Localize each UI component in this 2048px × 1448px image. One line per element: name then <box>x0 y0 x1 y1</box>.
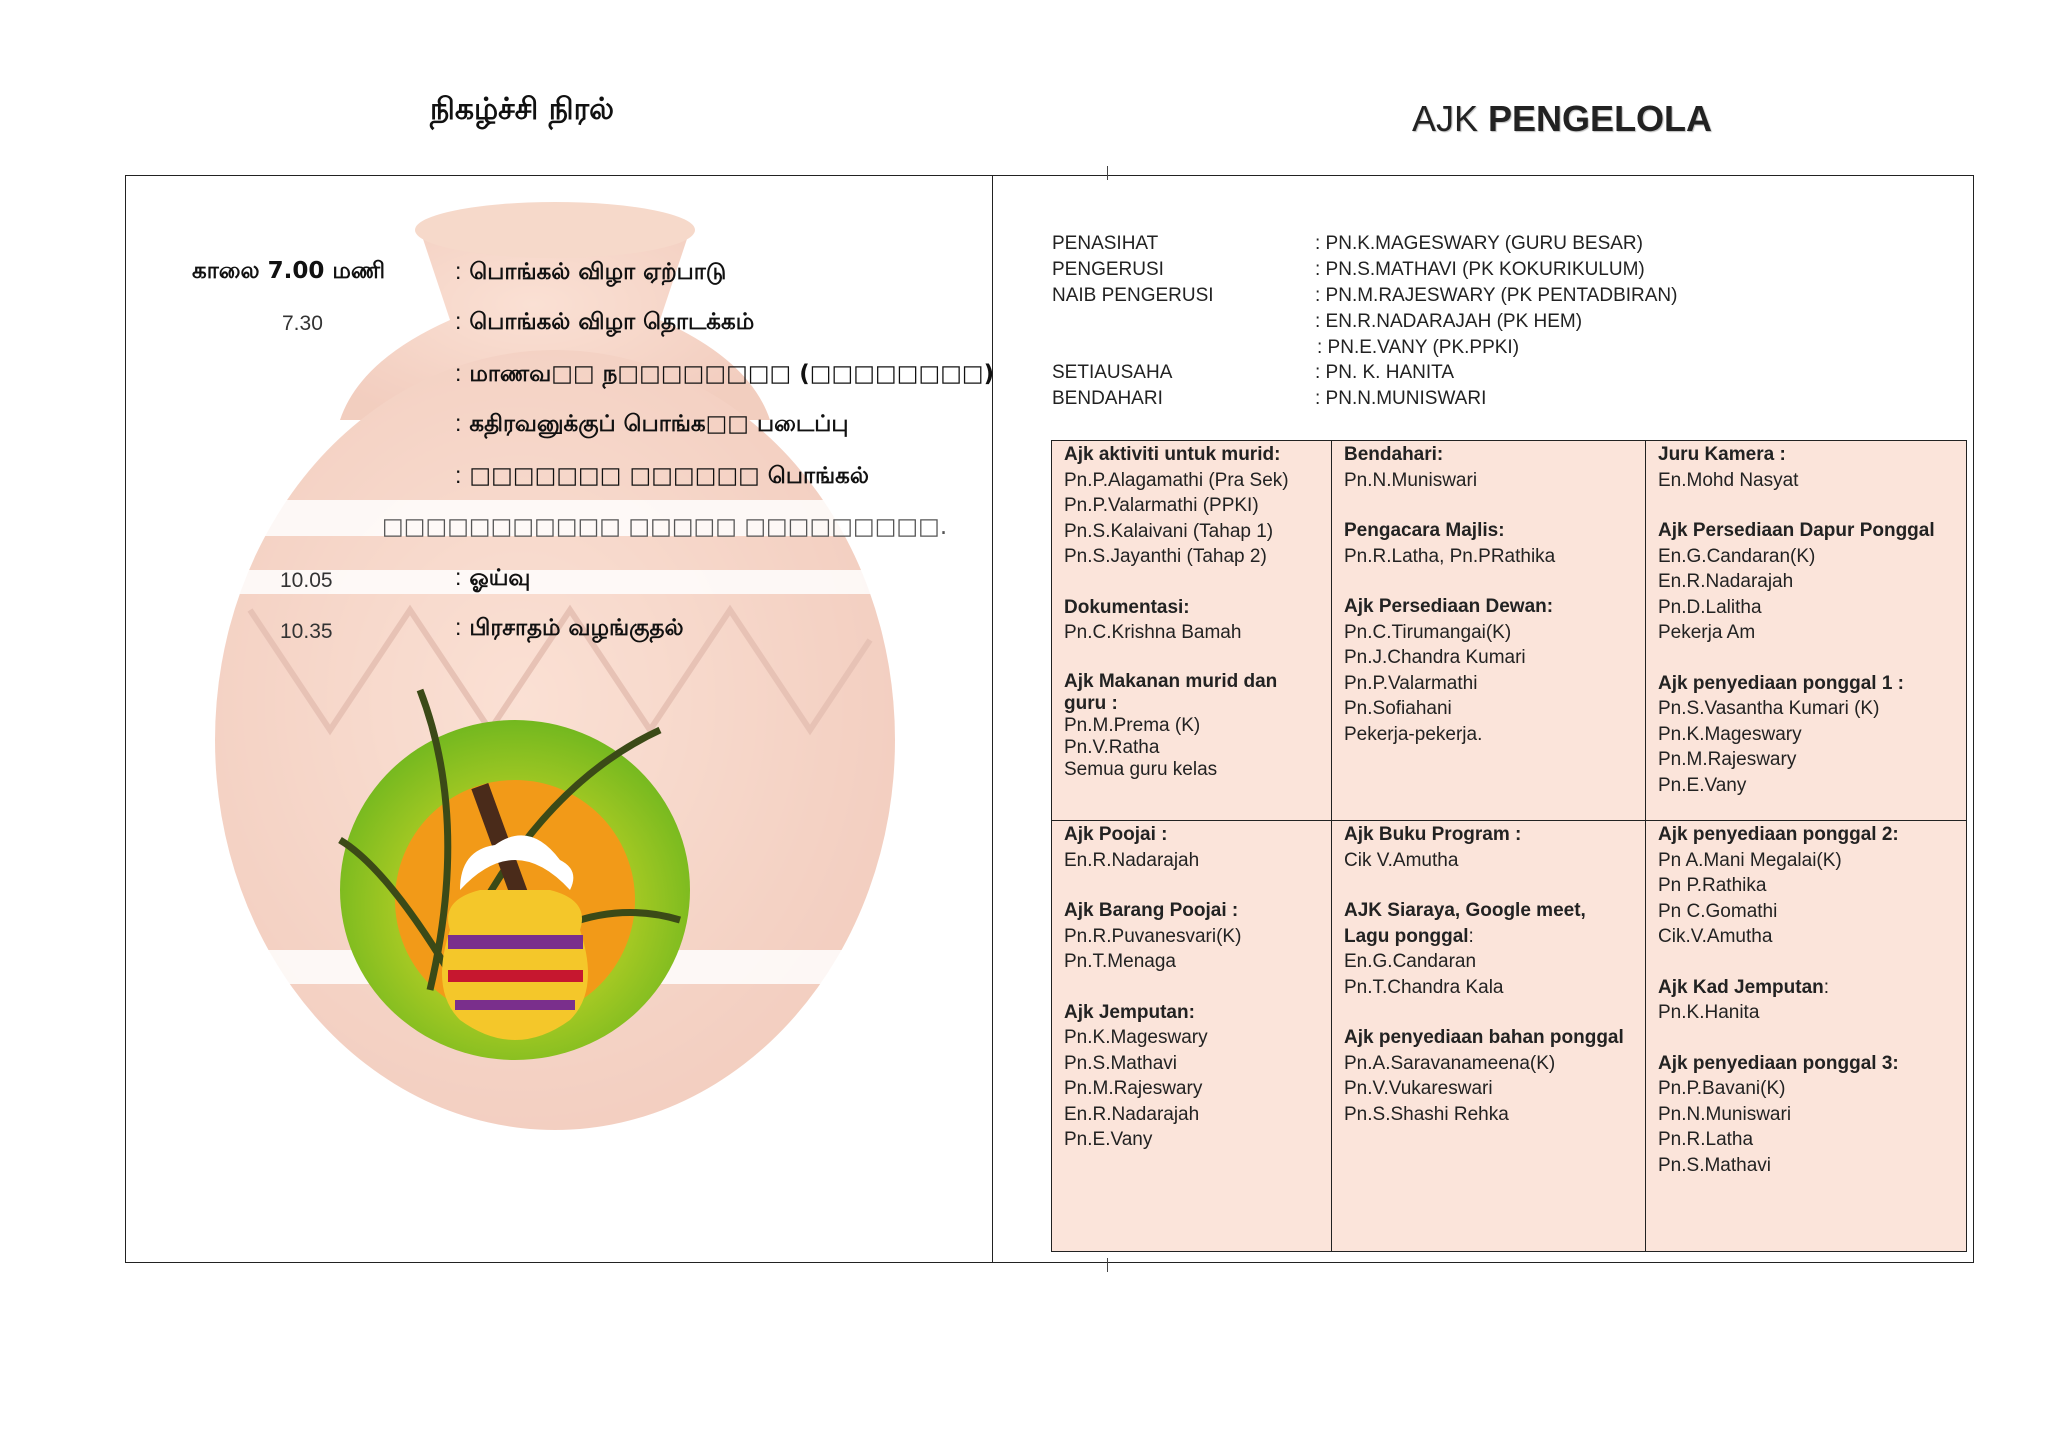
officer-name: : PN.N.MUNISWARI <box>1315 388 1487 409</box>
heading-colon: : <box>1823 976 1830 998</box>
committee-member: Pn.V.Ratha <box>1064 736 1160 758</box>
committee-member: En.G.Candaran(K) <box>1658 545 1816 567</box>
committee-member: Pn.A.Saravanameena(K) <box>1344 1052 1556 1074</box>
schedule-item <box>455 564 530 594</box>
schedule-colon: : <box>455 308 462 334</box>
fold-mark-top <box>1107 166 1108 180</box>
committee-member: Semua guru kelas <box>1064 758 1218 780</box>
schedule-colon: : <box>455 410 462 436</box>
committee-heading: Ajk penyediaan ponggal 1 : <box>1658 672 1904 694</box>
schedule-text: □□□□□□□ □□□□□□ பொங்கல் <box>469 463 869 489</box>
committee-member: En.R.Nadarajah <box>1658 571 1794 592</box>
officer-name: : EN.R.NADARAJAH (PK HEM) <box>1315 311 1583 332</box>
schedule-time: காலை 7.00 மணி <box>192 258 386 284</box>
schedule-time-value: 10.05 <box>280 569 333 592</box>
fold-mark-bottom <box>1107 1258 1108 1272</box>
committee-heading: Pengacara Majlis: <box>1344 520 1505 541</box>
committee-member: Pn P.Rathika <box>1658 875 1767 896</box>
schedule-item <box>455 360 994 390</box>
committee-heading: Ajk Jemputan: <box>1064 1001 1195 1023</box>
committee-heading: Ajk Kad Jemputan <box>1658 976 1824 998</box>
officer-name: : PN. K. HANITA <box>1315 362 1455 383</box>
committee-member: En.R.Nadarajah <box>1064 1103 1200 1125</box>
committee-member: Pn.S.Mathavi <box>1658 1154 1771 1176</box>
committee-member: Pekerja-pekerja. <box>1344 723 1483 745</box>
committee-member: Pn.D.Lalitha <box>1658 596 1762 618</box>
committee-heading: AJK Siaraya, Google meet, <box>1344 900 1586 921</box>
committee-member: Pn.J.Chandra Kumari <box>1344 647 1526 668</box>
schedule-item <box>455 614 684 644</box>
committee-member: Cik.V.Amutha <box>1658 926 1773 947</box>
committee-cell <box>1332 821 1646 1251</box>
committee-member: Pn A.Mani Megalai(K) <box>1658 849 1842 871</box>
committee-heading: Bendahari: <box>1344 444 1444 465</box>
committee-heading: Ajk Persediaan Dewan: <box>1344 596 1554 617</box>
schedule-text: □□□□□□□□□□□ □□□□□ □□□□□□□□□. <box>382 514 948 540</box>
heading-colon: : <box>1468 925 1474 947</box>
page-divider <box>992 175 993 1263</box>
committee-table <box>1051 440 1967 1252</box>
committee-member: Pekerja Am <box>1658 622 1756 643</box>
committee-member: Pn.T.Chandra Kala <box>1344 976 1504 998</box>
committee-member: En.G.Candaran <box>1344 951 1477 972</box>
committee-member: Pn.C.Tirumangai(K) <box>1344 621 1512 643</box>
committee-heading: Ajk Buku Program : <box>1344 824 1522 845</box>
schedule-text: பிரசாதம் வழங்குதல் <box>469 615 684 641</box>
schedule-time <box>282 310 323 336</box>
schedule-item <box>455 308 754 338</box>
committee-member: Pn.M.Rajeswary <box>1658 749 1797 770</box>
committee-member: Pn.S.Vasantha Kumari (K) <box>1658 698 1880 719</box>
committee-heading: Dokumentasi: <box>1064 596 1190 618</box>
committee-cell <box>1052 441 1332 821</box>
committee-cell <box>1646 441 1966 821</box>
committee-member: Pn.P.Valarmathi (PPKI) <box>1064 495 1259 516</box>
committee-member: En.Mohd Nasyat <box>1658 469 1799 491</box>
committee-member: En.R.Nadarajah <box>1064 849 1200 871</box>
schedule-text: மாணவ□□ ந□□□□□□□□ (□□□□□□□□) <box>469 361 995 387</box>
schedule-text: ஓய்வு <box>469 565 531 591</box>
committee-member: Pn.E.Vany <box>1064 1129 1153 1150</box>
officer-role: SETIAUSAHA <box>1052 362 1173 383</box>
committee-member: Pn.M.Rajeswary <box>1064 1078 1203 1099</box>
committee-title-main: PENGELOLA <box>1488 98 1713 139</box>
committee-member: Pn.R.Latha <box>1658 1129 1754 1150</box>
schedule-colon: : <box>455 614 462 640</box>
committee-member: Pn.E.Vany <box>1658 774 1747 796</box>
schedule-text: பொங்கல் விழா ஏற்பாடு <box>469 259 727 285</box>
committee-member: Pn.M.Prema (K) <box>1064 714 1201 736</box>
schedule-item <box>455 258 726 288</box>
committee-heading: Juru Kamera : <box>1658 444 1786 465</box>
schedule-time-value: 7.30 <box>282 312 323 335</box>
committee-heading: Ajk Poojai : <box>1064 824 1168 845</box>
committee-member: Pn.N.Muniswari <box>1658 1103 1792 1125</box>
committee-member: Pn.P.Valarmathi <box>1344 672 1478 694</box>
schedule-item <box>382 514 947 540</box>
officer-name: : PN.S.MATHAVI (PK KOKURIKULUM) <box>1315 259 1645 280</box>
committee-heading: Ajk Makanan murid dan <box>1064 670 1278 692</box>
schedule-time-value: 10.35 <box>280 620 333 643</box>
officer-name: : PN.E.VANY (PK.PPKI) <box>1317 337 1520 358</box>
schedule-colon: : <box>455 462 462 488</box>
committee-member: Pn C.Gomathi <box>1658 900 1778 922</box>
officer-role: NAIB PENGERUSI <box>1052 285 1214 306</box>
committee-cell <box>1332 441 1646 821</box>
schedule-colon: : <box>455 360 462 386</box>
committee-member: Pn.Sofiahani <box>1344 698 1452 719</box>
programme-title: நிகழ்ச்சி நிரல் <box>430 92 614 127</box>
committee-member: Pn.S.Jayanthi (Tahap 2) <box>1064 546 1267 567</box>
committee-member: Pn.S.Mathavi <box>1064 1052 1177 1074</box>
schedule-colon: : <box>455 258 462 284</box>
committee-heading: guru : <box>1064 692 1118 714</box>
schedule-item <box>455 462 869 492</box>
committee-member: Pn.R.Puvanesvari(K) <box>1064 925 1242 947</box>
committee-member: Pn.V.Vukareswari <box>1344 1078 1493 1099</box>
committee-heading: Ajk Persediaan Dapur Ponggal <box>1658 520 1935 541</box>
committee-member: Pn.K.Mageswary <box>1064 1027 1208 1048</box>
officer-role: BENDAHARI <box>1052 388 1163 409</box>
committee-heading: Ajk penyediaan ponggal 2: <box>1658 824 1899 845</box>
committee-member: Pn.T.Menaga <box>1064 951 1176 972</box>
officer-name: : PN.M.RAJESWARY (PK PENTADBIRAN) <box>1315 285 1678 306</box>
schedule-text: கதிரவனுக்குப் பொங்க□□ படைப்பு <box>469 411 849 437</box>
committee-member: Pn.P.Alagamathi (Pra Sek) <box>1064 469 1289 491</box>
schedule-text: பொங்கல் விழா தொடக்கம் <box>469 309 755 335</box>
officer-role: PENGERUSI <box>1052 259 1164 280</box>
schedule-time <box>280 567 333 593</box>
committee-title <box>1412 98 1712 140</box>
committee-heading: Ajk penyediaan ponggal 3: <box>1658 1052 1899 1074</box>
schedule-item <box>455 410 848 440</box>
committee-member: Pn.C.Krishna Bamah <box>1064 622 1242 643</box>
committee-member: Pn.P.Bavani(K) <box>1658 1078 1786 1099</box>
committee-member: Pn.N.Muniswari <box>1344 469 1478 491</box>
committee-member: Pn.S.Kalaivani (Tahap 1) <box>1064 520 1274 542</box>
committee-heading: Lagu ponggal <box>1344 925 1469 947</box>
schedule-colon: : <box>455 564 462 590</box>
officer-role: PENASIHAT <box>1052 233 1159 254</box>
committee-heading: Ajk aktiviti untuk murid: <box>1064 444 1281 465</box>
committee-heading: Ajk Barang Poojai : <box>1064 900 1239 921</box>
committee-member: Pn.R.Latha, Pn.PRathika <box>1344 545 1556 567</box>
officer-name: : PN.K.MAGESWARY (GURU BESAR) <box>1315 233 1643 254</box>
committee-member: Pn.S.Shashi Rehka <box>1344 1103 1509 1125</box>
committee-member: Pn.K.Mageswary <box>1658 723 1802 745</box>
schedule-time <box>280 618 333 644</box>
committee-cell <box>1052 821 1332 1251</box>
committee-title-prefix: AJK <box>1412 98 1479 139</box>
committee-member: Cik V.Amutha <box>1344 849 1459 871</box>
committee-heading: Ajk penyediaan bahan ponggal <box>1344 1027 1624 1048</box>
committee-member: Pn.K.Hanita <box>1658 1002 1760 1023</box>
committee-cell <box>1646 821 1966 1251</box>
